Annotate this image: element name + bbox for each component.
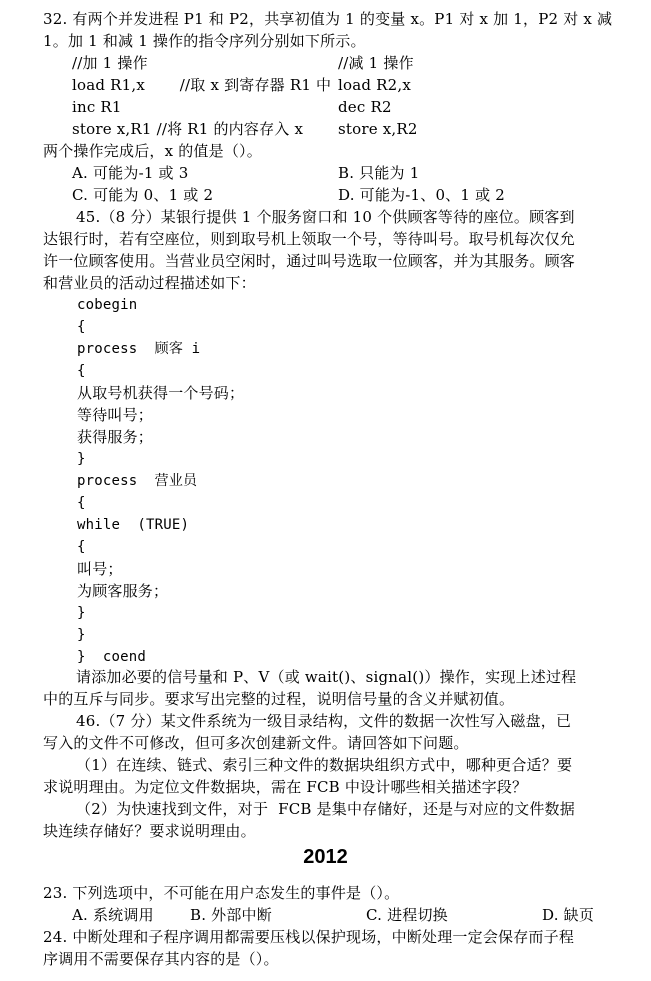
- q46-line-5: （2）为快速找到文件，对于 FCB 是集中存储好，还是与对应的文件数据: [76, 800, 575, 818]
- q32-stem-line2: 1。加 1 和减 1 操作的指令序列分别如下所示。: [43, 32, 366, 50]
- q23-stem: 23. 下列选项中，不可能在用户态发生的事件是（）。: [43, 884, 400, 902]
- q45-line-2: 达银行时，若有空座位，则到取号机上领取一个号，等待叫号。取号机每次仅允: [43, 230, 576, 248]
- q45-code-cobegin: cobegin: [77, 297, 138, 313]
- q45-code-process-clerk: process 营业员: [77, 473, 198, 489]
- q32-code-right-3: dec R2: [338, 98, 392, 116]
- q45-code-serve: 为顾客服务；: [77, 582, 169, 600]
- q32-code-left-3: inc R1: [72, 98, 122, 116]
- q23-option-c: C. 进程切换: [366, 906, 448, 924]
- q45-requirement-line2: 中的互斥与同步。要求写出完整的过程，说明信号量的含义并赋初值。: [43, 690, 515, 708]
- q46-line-6: 块连续存储好？要求说明理由。: [43, 822, 256, 840]
- q32-option-d: D. 可能为-1、0、1 或 2: [338, 186, 506, 204]
- q32-code-right-4: store x,R2: [338, 120, 418, 138]
- q46-line-2: 写入的文件不可修改，但可多次创建新文件。请回答如下问题。: [43, 734, 469, 752]
- q45-code-brace-6: }: [77, 605, 86, 621]
- q32-code-left-1: //加 1 操作: [72, 54, 148, 72]
- q45-code-brace-4: {: [77, 495, 86, 511]
- q45-code-coend: } coend: [77, 649, 147, 665]
- q32-code-left-2: load R1,x //取 x 到寄存器 R1 中: [72, 76, 332, 94]
- q32-question: 两个操作完成后，x 的值是（）。: [43, 142, 262, 160]
- year-heading: 2012: [303, 846, 348, 868]
- q46-line-3: （1）在连续、链式、索引三种文件的数据块组织方式中，哪种更合适？要: [76, 756, 573, 774]
- q45-code-brace-1: {: [77, 319, 86, 335]
- q32-code-right-2: load R2,x: [338, 76, 412, 94]
- q45-code-brace-3: }: [77, 451, 86, 467]
- q45-code-wait-call: 等待叫号；: [77, 406, 154, 424]
- q46-line-4: 求说明理由。为定位文件数据块，需在 FCB 中设计哪些相关描述字段？: [43, 778, 528, 796]
- q32-option-b: B. 只能为 1: [338, 164, 420, 182]
- q23-option-b: B. 外部中断: [190, 906, 272, 924]
- q45-code-brace-2: {: [77, 363, 86, 379]
- q32-stem-line1: 32. 有两个并发进程 P1 和 P2，共享初值为 1 的变量 x。P1 对 x 加 1，P2 对 x 减: [43, 10, 613, 28]
- q24-stem-line2: 序调用不需要保存其内容的是（）。: [43, 950, 279, 968]
- q46-line-1: 46.（7 分）某文件系统为一级目录结构，文件的数据一次性写入磁盘，已: [76, 712, 572, 730]
- q45-code-brace-7: }: [77, 627, 86, 643]
- q45-code-call: 叫号；: [77, 560, 123, 578]
- q45-code-brace-5: {: [77, 539, 86, 555]
- q32-code-left-4: store x,R1 //将 R1 的内容存入 x: [72, 120, 304, 138]
- q45-requirement-line1: 请添加必要的信号量和 P、V（或 wait()、signal()）操作，实现上述过程: [76, 668, 577, 686]
- q23-option-a: A. 系统调用: [72, 906, 154, 924]
- q45-code-get-number: 从取号机获得一个号码；: [77, 384, 245, 402]
- q45-line-1: 45.（8 分）某银行提供 1 个服务窗口和 10 个供顾客等待的座位。顾客到: [76, 208, 575, 226]
- q32-code-right-1: //减 1 操作: [338, 54, 414, 72]
- q45-line-3: 许一位顾客使用。当营业员空闲时，通过叫号选取一位顾客，并为其服务。顾客: [43, 252, 576, 270]
- q45-code-while: while (TRUE): [77, 517, 190, 533]
- q24-stem-line1: 24. 中断处理和子程序调用都需要压栈以保护现场，中断处理一定会保存而子程: [43, 928, 575, 946]
- q45-code-process-customer: process 顾客 i: [77, 341, 201, 357]
- q45-line-4: 和营业员的活动过程描述如下：: [43, 274, 256, 292]
- q32-option-a: A. 可能为-1 或 3: [72, 164, 189, 182]
- q45-code-get-service: 获得服务；: [77, 428, 154, 446]
- q23-option-d: D. 缺页: [542, 906, 595, 924]
- q32-option-c: C. 可能为 0、1 或 2: [72, 186, 214, 204]
